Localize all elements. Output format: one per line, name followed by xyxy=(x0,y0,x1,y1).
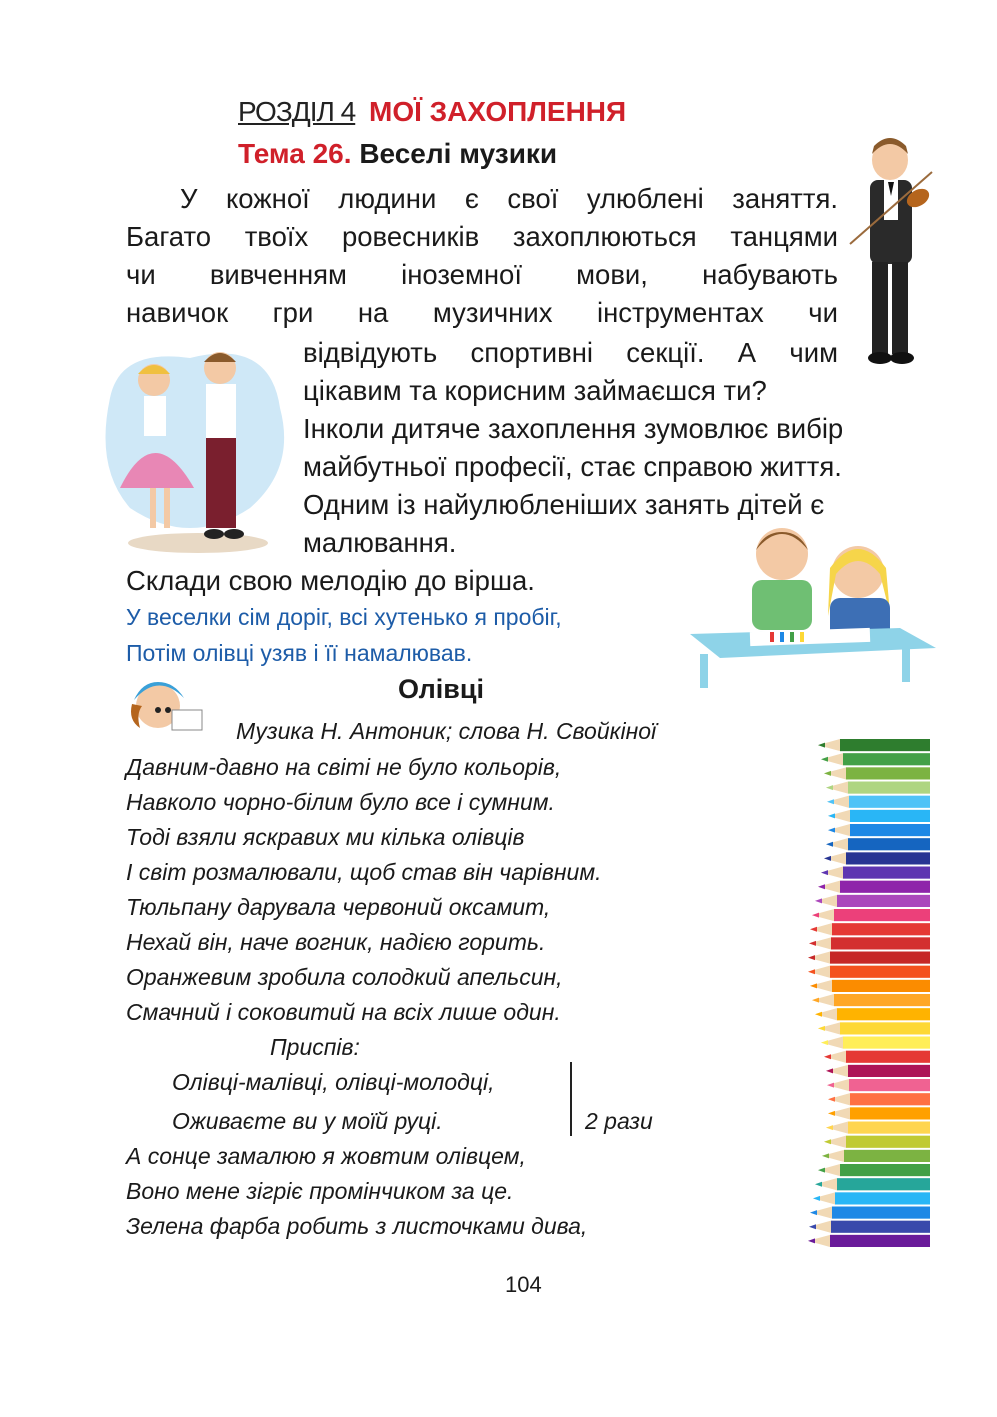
pencil-lead xyxy=(827,1083,834,1088)
pencil-body xyxy=(837,895,930,907)
verse2-line-1: А сонце замалюю я жовтим олівцем, xyxy=(126,1143,526,1169)
intro-line-2: Багато твоїх ровесників захоплюються танцями xyxy=(126,221,838,252)
pencil-body xyxy=(831,937,930,949)
pencil-body xyxy=(830,952,930,964)
verse2-line-2: Воно мене зігріє промінчиком за це. xyxy=(126,1178,514,1204)
pencil-lead xyxy=(826,1125,833,1130)
repeat-note: 2 рази xyxy=(585,1108,653,1134)
pencil-body xyxy=(843,753,930,765)
pencil-lead xyxy=(828,828,835,833)
pencil-body xyxy=(846,1136,930,1148)
pencil-body xyxy=(850,810,930,822)
children-drawing-illustration xyxy=(690,524,936,690)
pencil-body xyxy=(849,796,930,808)
pencil-body xyxy=(832,1207,930,1219)
topic-heading xyxy=(238,138,557,170)
pencil-lead xyxy=(809,1224,816,1229)
intro-line-10: малювання. xyxy=(303,527,457,558)
pencil-lead xyxy=(813,1196,820,1201)
intro-line-7: Інколи дитяче захоплення зумовлює вибір xyxy=(303,413,844,444)
section-heading xyxy=(238,96,626,128)
pencil-lead xyxy=(808,955,815,960)
pencil-body xyxy=(849,1079,930,1091)
verse1-line-7: Оранжевим зробила солодкий апельсин, xyxy=(126,964,563,990)
pencil-lead xyxy=(812,913,819,918)
pencil-body xyxy=(844,1150,930,1162)
pencil-lead xyxy=(821,1040,828,1045)
pencil-body xyxy=(834,909,930,921)
pencil-lead xyxy=(824,1054,831,1059)
song-title: Олівці xyxy=(398,674,484,704)
pencil-body xyxy=(832,923,930,935)
pencil-body xyxy=(848,1122,930,1134)
pencil-lead xyxy=(815,1182,822,1187)
pencil-lead xyxy=(810,983,817,988)
verse1-line-1: Давним-давно на світі не було кольорів, xyxy=(126,754,562,780)
pencil-lead xyxy=(824,1139,831,1144)
chorus-label: Приспів: xyxy=(270,1034,360,1060)
pencil-body xyxy=(834,994,930,1006)
verse1-line-3: Тоді взяли яскравих ми кілька олівців xyxy=(126,824,525,850)
pencil-body xyxy=(837,1008,930,1020)
pencil-lead xyxy=(812,998,819,1003)
colored-pencils-illustration xyxy=(800,738,930,1248)
pencil-body xyxy=(850,1107,930,1119)
pencil-lead xyxy=(815,898,822,903)
pencil-body xyxy=(830,966,930,978)
pencil-body xyxy=(846,1051,930,1063)
section-title: МОЇ ЗАХОПЛЕННЯ xyxy=(369,96,627,127)
pencil-body xyxy=(846,767,930,779)
poem-line-2: Потім олівці узяв і її намалював. xyxy=(126,640,473,666)
pencil-lead xyxy=(826,842,833,847)
pencil-body xyxy=(850,1093,930,1105)
intro-line-6: цікавим та корисним займаєшся ти? xyxy=(303,375,767,406)
intro-line-4: навичок гри на музичних інструментах чи xyxy=(126,297,838,328)
pencil-lead xyxy=(818,743,825,748)
repeat-bracket xyxy=(570,1062,572,1136)
pencil-body xyxy=(830,1235,930,1247)
verse2-line-3: Зелена фарба робить з листочками дива, xyxy=(126,1213,588,1239)
pencil-body xyxy=(831,1221,930,1233)
pencil-lead xyxy=(827,799,834,804)
pencil-lead xyxy=(828,813,835,818)
pencil-lead xyxy=(810,927,817,932)
chorus-line-1: Олівці-малівці, олівці-молодці, xyxy=(172,1069,495,1095)
pencil-lead xyxy=(809,941,816,946)
chorus-line-2: Оживаєте ви у моїй руці. xyxy=(172,1108,443,1134)
intro-line-3: чи вивченням іноземної мови, набувають xyxy=(126,259,838,290)
pencil-lead xyxy=(826,785,833,790)
intro-line-1: У кожної людини є свої улюблені заняття. xyxy=(180,183,838,214)
pencil-body xyxy=(843,867,930,879)
pencil-lead xyxy=(821,757,828,762)
verse1-line-4: І світ розмалювали, щоб став він чарівним. xyxy=(126,859,602,885)
verse1-line-5: Тюльпану дарувала червоний оксамит, xyxy=(126,894,551,920)
pencil-lead xyxy=(828,1111,835,1116)
intro-line-5: відвідують спортивні секції. А чим xyxy=(303,337,838,368)
topic-label: Тема 26. xyxy=(238,138,352,169)
section-label: РОЗДІЛ 4 xyxy=(238,96,356,127)
pencil-body xyxy=(832,980,930,992)
pencil-lead xyxy=(815,1012,822,1017)
task-text: Склади свою мелодію до вірша. xyxy=(126,565,535,596)
pencil-body xyxy=(835,1192,930,1204)
pencil-lead xyxy=(824,856,831,861)
pencil-lead xyxy=(821,870,828,875)
verse1-line-8: Смачний і соковитий на всіх лише один. xyxy=(126,999,561,1025)
pencil-lead xyxy=(808,1238,815,1243)
intro-line-8: майбутньої професії, стає справою життя. xyxy=(303,451,842,482)
girl-with-notes-icon xyxy=(124,670,216,736)
pencil-lead xyxy=(824,771,831,776)
intro-line-9: Одним із найулюбленіших занять дітей є xyxy=(303,489,825,520)
pencil-body xyxy=(850,824,930,836)
pencil-lead xyxy=(808,969,815,974)
pencil-body xyxy=(843,1037,930,1049)
pencil-body xyxy=(848,838,930,850)
pencil-body xyxy=(848,782,930,794)
verse1-line-2: Навколо чорно-білим було все і сумним. xyxy=(126,789,555,815)
pencil-lead xyxy=(822,1153,829,1158)
pencil-lead xyxy=(818,1026,825,1031)
verse1-line-6: Нехай він, наче вогник, надією горить. xyxy=(126,929,546,955)
pencil-lead xyxy=(826,1068,833,1073)
pencil-body xyxy=(837,1178,930,1190)
pencil-body xyxy=(846,852,930,864)
page-number: 104 xyxy=(505,1272,542,1297)
pencil-lead xyxy=(818,884,825,889)
pencil-body xyxy=(840,739,930,751)
song-credits: Музика Н. Антоник; слова Н. Свойкіної xyxy=(236,718,657,744)
pencil-lead xyxy=(818,1168,825,1173)
pencil-body xyxy=(840,1164,930,1176)
violinist-boy-illustration xyxy=(840,132,940,368)
topic-title: Веселі музики xyxy=(359,138,558,169)
dancing-couple-illustration xyxy=(100,338,296,558)
pencil-body xyxy=(848,1065,930,1077)
poem-line-1: У веселки сім доріг, всі хутенько я пробіг, xyxy=(126,604,562,630)
pencil-lead xyxy=(828,1097,835,1102)
pencil-body xyxy=(840,1022,930,1034)
pencil-lead xyxy=(810,1210,817,1215)
pencil-body xyxy=(840,881,930,893)
